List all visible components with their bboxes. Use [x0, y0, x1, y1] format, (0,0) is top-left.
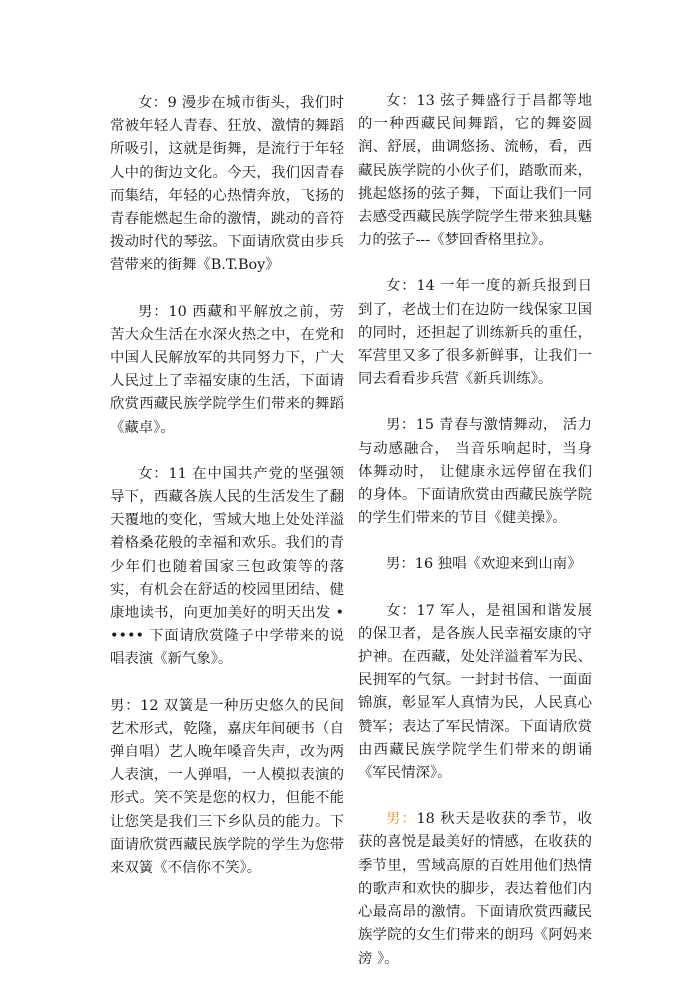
left-column — [110, 92, 344, 903]
script-paragraph-14 — [358, 275, 592, 391]
script-paragraph-11 — [110, 463, 344, 672]
speaker-label: 男： — [138, 303, 169, 320]
script-paragraph-15 — [358, 414, 592, 530]
speaker-label: 女： — [386, 93, 417, 109]
script-paragraph-18 — [358, 808, 592, 970]
script-paragraph-12 — [110, 695, 344, 881]
script-paragraph-10 — [110, 301, 344, 440]
paragraph-text: 17 军人，是祖国和谐发展的保卫者，是各族人民幸福安康的守护神。在西藏，处处洋溢着军为民、民拥军的气氛。一封封书信、一面面锦旗，彰显军人真情为民，人民真心赞军；表达了军民情深。下面请欣赏由西藏民族学院学生们带来的朗诵《军民情深》。 — [358, 602, 592, 782]
speaker-label: 女： — [138, 95, 168, 111]
paragraph-text: 18 秋天是收获的季节，收获的喜悦是最美好的情感，在收获的季节里，雪域高原的百姓用他们热情的歌声和欢快的脚步，表达着他们内心最高昂的激情。下面请欣赏西藏民族学院的女生们带来的朗玛《阿妈来滂 》。 — [358, 811, 592, 967]
script-paragraph-13 — [358, 90, 592, 252]
speaker-label: 男： — [386, 556, 415, 573]
paragraph-text: 13 弦子舞盛行于昌都等地的一种西藏民间舞蹈，它的舞姿圆润、舒展，曲调悠扬、流畅，看，西藏民族学院的小伙子们，踏歌而来，挑起悠扬的弦子舞，下面让我们一同去感受西藏民族学院学生带来独具魅力的弦子---《梦回香格里拉》。 — [358, 93, 592, 249]
speaker-label: 女： — [138, 465, 169, 482]
speaker-label: 男： — [110, 697, 141, 714]
paragraph-text: 12 双簧是一种历史悠久的民间艺术形式，乾隆，嘉庆年间硬书（自弹自唱）艺人晚年嗓音失声，改为两人表演，一人弹唱，一人模拟表演的形式。笑不笑是您的权力，但能不能让您笑是我们三下乡队员的能力。下面请欣赏西藏民族学院的学生为您带来双簧《不信你不笑》。 — [110, 697, 344, 877]
script-paragraph-17 — [358, 600, 592, 786]
right-column — [358, 90, 592, 994]
paragraph-text: 9 漫步在城市街头，我们时常被年轻人青春、狂放、激情的舞蹈所吸引，这就是街舞，是流行于年轻人中的街边文化。今天，我们因青春而集结，年轻的心热情奔放，飞扬的青春能燃起生命的激情，跳动的音符拨动时代的琴弦。下面请欣赏由步兵营带来的街舞《B.T.Boy》 — [110, 95, 344, 274]
paragraph-text: 16 独唱《欢迎来到山南》 — [414, 556, 582, 573]
speaker-label: 女： — [386, 278, 417, 295]
paragraph-text: 14 一年一度的新兵报到日到了，老战士们在边防一线保家卫国的同时，还担起了训练新兵的重任，军营里又多了很多新鲜事，让我们一同去看看步兵营《新兵训练》。 — [358, 278, 592, 388]
script-paragraph-16 — [358, 553, 592, 576]
speaker-label-highlighted: 男： — [386, 811, 417, 828]
speaker-label: 女： — [386, 602, 417, 619]
paragraph-text: 10 西藏和平解放之前，劳苦大众生活在水深火热之中，在党和中国人民解放军的共同努力下，广大人民过上了幸福安康的生活，下面请欣赏西藏民族学院学生们带来的舞蹈《藏卓》。 — [110, 303, 344, 436]
paragraph-text: 15 青春与激情舞动， 活力与动感融合， 当音乐响起时，当身体舞动时， 让健康永远停留在我们的身体。下面请欣赏由西藏民族学院的学生们带来的节目《健美操》。 — [358, 417, 592, 527]
paragraph-text: 11 在中国共产党的坚强领导下，西藏各族人民的生活发生了翻天覆地的变化，雪域大地上处处洋溢着格桑花般的幸福和欢乐。我们的青少年们也随着国家三包政策等的落实，有机会在舒适的校园里团结、健康地读书，向更加美好的明天出发 ••••• 下面请欣赏隆子中学带来的说唱表演《新气象》。 — [110, 465, 344, 668]
speaker-label: 男： — [386, 417, 416, 434]
script-paragraph-9 — [110, 92, 344, 278]
